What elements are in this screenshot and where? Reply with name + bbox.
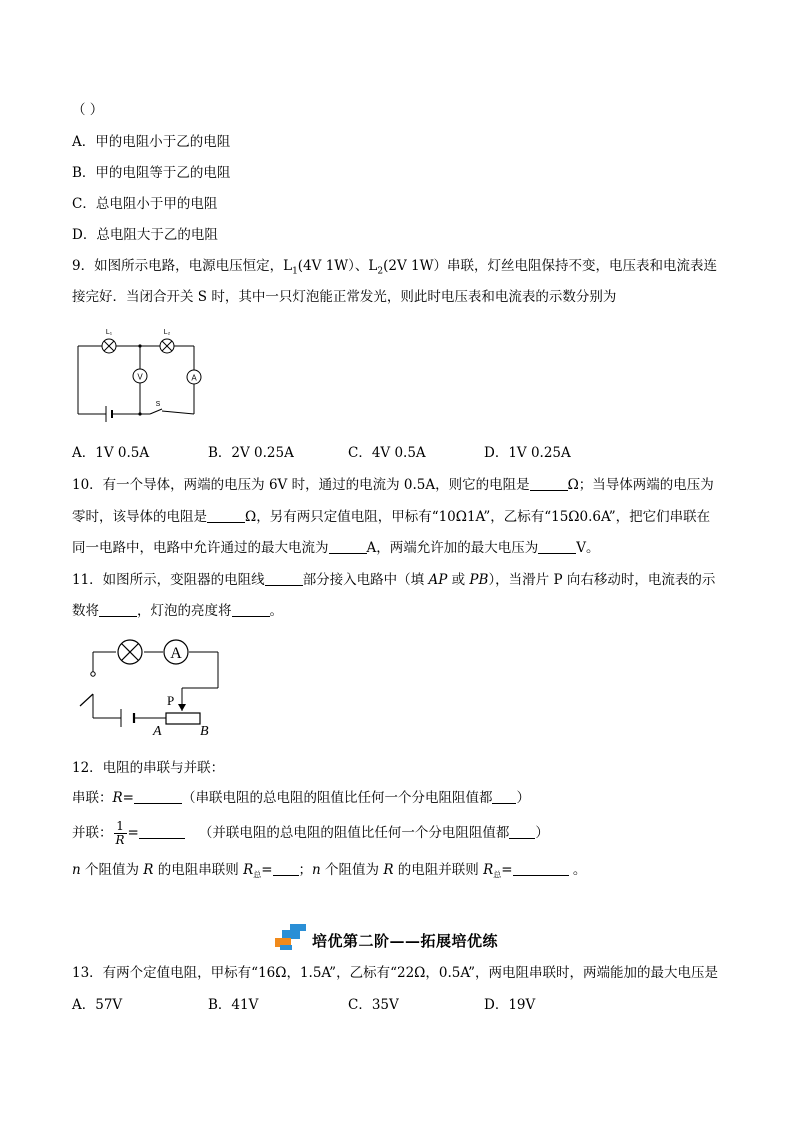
lamp-icon [118,640,142,664]
q8-option-c: C．总电阻小于甲的电阻 [72,196,218,212]
slider-arrow-icon [178,704,186,711]
answer-blank[interactable] [492,789,516,804]
lamp-l2-label: L₂ [163,329,171,336]
q8-option-a: A．甲的电阻小于乙的电阻 [72,134,231,150]
q11-circuit-diagram [72,634,232,742]
q9-options [72,443,571,463]
fraction-1-over-r: $\frac{1}{R}$ [115,819,125,847]
ammeter-label: A [170,645,182,662]
q12-n-line: n 个阻值为 R 的电阻串联则 $R_总=$ ；n 个阻值为 R 的电阻并联则 $R_总=$ 。 [72,862,587,880]
q12-parallel-line: 并联： $\frac{1}{R}$ = （并联电阻的总电阻的阻值比任何一个分电阻阻值都 ） [72,819,549,847]
switch-label: S [155,401,161,408]
voltmeter-label: V [137,372,143,382]
q9-circuit-diagram [72,322,204,422]
q10-line3: 同一电路中，电路中允许通过的最大电流为 A，两端允许加的最大电压为 V。 [72,540,600,556]
section-title: 培优第二阶——拓展培优练 [312,932,499,950]
q9-stem-line1: 9．如图所示电路，电源电压恒定，$L_1(4V$ 1W）、$L_2(2V$ 1W）串联，灯丝电阻保持不变，电压表和电流表连 [72,258,717,277]
ammeter-label: A [191,373,197,383]
switch-blade [80,694,93,706]
switch-contact [91,672,95,676]
q12-series-line: 串联：R= （串联电阻的总电阻的阻值比任何一个分电阻阻值都 ） [72,790,530,806]
answer-blank[interactable] [207,508,245,523]
answer-blank[interactable] [538,539,576,554]
q13-option-b: B．41V [208,997,259,1013]
answer-blank[interactable] [273,861,299,876]
answer-blank[interactable] [509,824,535,839]
q12-title: 12．电阻的串联与并联： [72,760,225,776]
q9-option-a: A．1V 0.5A [72,445,150,461]
lamp-l2-icon [160,339,174,353]
q9-option-b: B．2V 0.25A [208,445,294,461]
q9-option-d: D．1V 0.25A [484,445,571,461]
q9-stem-line2: 接完好．当闭合开关 S 时，其中一只灯泡能正常发光，则此时电压表和电流表的示数分别为 [72,289,617,305]
end-a-label: A [153,724,162,739]
section-header [272,924,572,954]
answer-bracket: （ ） [72,102,104,118]
lamp-l1-icon [102,339,116,353]
q9-option-c: C．4V 0.5A [348,445,426,461]
q13-options [72,995,535,1015]
q13-option-d: D．19V [484,997,536,1013]
q10-line1: 10．有一个导体，两端的电压为 6V 时，通过的电流为 0.5A，则它的电阻是 Ω；当导体两端的电压为 [72,477,714,493]
end-b-label: B [200,724,209,739]
q13-option-a: A．57V [72,997,123,1013]
answer-blank[interactable] [134,789,182,804]
answer-blank[interactable] [265,571,303,586]
q11-line1: 11．如图所示，变阻器的电阻线 部分接入电路中（填 AP 或 PB），当滑片 P 向右移动时，电流表的示 [72,572,716,588]
q8-option-b: B．甲的电阻等于乙的电阻 [72,165,231,181]
q10-line2: 零时，该导体的电阻是 Ω，另有两只定值电阻，甲标有“10Ω1A”，乙标有“15Ω0.6A”，把它们串联在 [72,509,711,525]
answer-blank[interactable] [513,861,569,876]
q11-line2: 数将 ，灯泡的亮度将 。 [72,603,283,619]
slider-p-label: P [167,693,175,708]
answer-blank[interactable] [530,476,568,491]
answer-blank[interactable] [232,602,270,617]
section-logo-icon [272,924,312,952]
answer-blank[interactable] [139,824,185,839]
q13-stem: 13．有两个定值电阻，甲标有“16Ω，1.5A”，乙标有“22Ω，0.5A”，两电阻串联时，两端能加的最大电压是 [72,965,718,981]
q8-option-d: D．总电阻大于乙的电阻 [72,227,218,243]
q13-option-c: C．35V [348,997,399,1013]
answer-blank[interactable] [329,539,367,554]
rheostat-body [166,713,200,724]
switch-blade [150,409,162,414]
lamp-l1-label: L₁ [105,329,113,336]
answer-blank[interactable] [99,602,137,617]
